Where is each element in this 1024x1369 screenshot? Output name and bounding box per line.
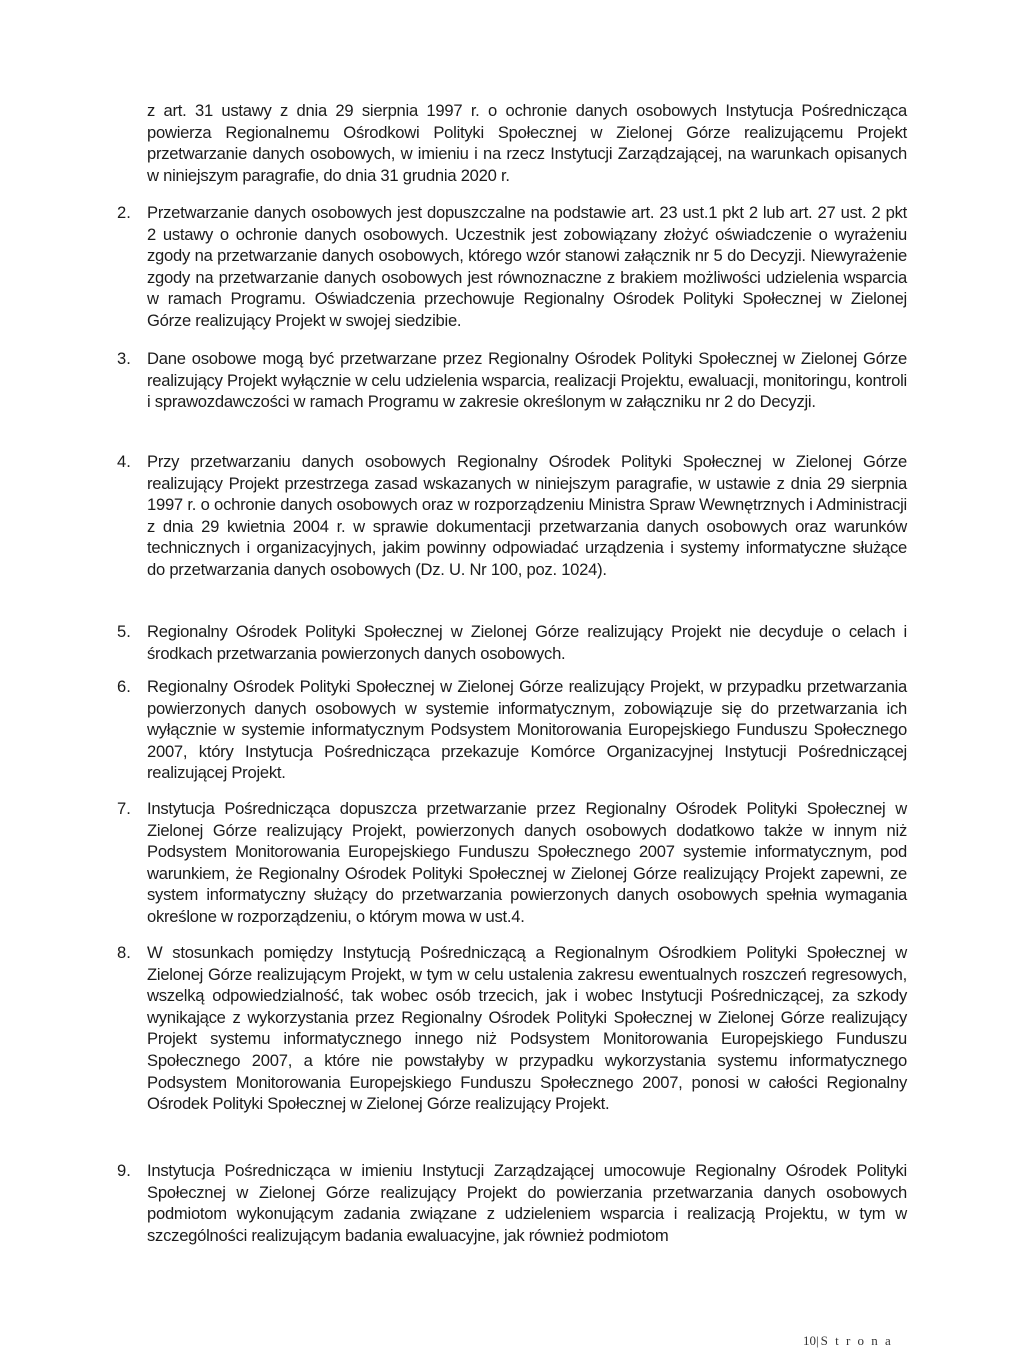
item-number: 9. bbox=[117, 1161, 131, 1180]
item-number: 7. bbox=[117, 799, 131, 818]
page-number: 10 bbox=[803, 1333, 816, 1348]
item-number: 8. bbox=[117, 943, 131, 962]
page-footer bbox=[803, 1333, 893, 1349]
item-number: 4. bbox=[117, 452, 131, 471]
item-text: Regionalny Ośrodek Polityki Społecznej w Zielonej Górze realizujący Projekt nie decyduje o celach i środkach przetwarzania powierzonych danych osobowych. bbox=[147, 622, 907, 663]
item-text: Dane osobowe mogą być przetwarzane przez Regionalny Ośrodek Polityki Społecznej w Zielonej Górze realizujący Projekt wyłącznie w celu udzielenia wsparcia, realizacji Projektu, ewaluacji, monitoringu, kontroli i sprawozdawczości w ramach Programu w zakresie określonym w załączniku nr 2 do Decyzji. bbox=[147, 349, 907, 412]
item-number: 2. bbox=[117, 203, 131, 222]
item-number: 3. bbox=[117, 349, 131, 368]
item-text: Przy przetwarzaniu danych osobowych Regionalny Ośrodek Polityki Społecznej w Zielonej Górze realizujący Projekt przestrzega zasad wskazanych w niniejszym paragrafie, w ustawie z dnia 29 sierpnia 1997 r. o ochronie danych osobowych oraz w rozporządzeniu Ministra Spraw Wewnętrznych i Administracji z dnia 29 kwietnia 2004 r. w sprawie dokumentacji przetwarzania danych osobowych oraz warunków technicznych i organizacyjnych, jakim powinny odpowiadać urządzenia i systemy informatyczne służące do przetwarzania danych osobowych (Dz. U. Nr 100, poz. 1024). bbox=[147, 452, 907, 579]
item-text: Regionalny Ośrodek Polityki Społecznej w Zielonej Górze realizujący Projekt, w przypadku przetwarzania powierzonych danych osobowych w systemie informatycznym, zobowiązuje się do przetwarzania ich wyłącznie w systemie informatycznym Podsystem Monitorowania Europejskiego Funduszu Społecznego 2007, który Instytucja Pośrednicząca przekazuje Komórce Organizacyjnej Instytucji Pośredniczącej realizującej Projekt. bbox=[147, 677, 907, 783]
item-text: Instytucja Pośrednicząca w imieniu Instytucji Zarządzającej umocowuje Regionalny Ośrodek Polityki Społecznej w Zielonej Górze realizujący Projekt do powierzania przetwarzania danych osobowych podmiotom wykonującym zadania związane z udzieleniem wsparcia i realizacją Projektu, w tym w szczególności realizującym badania ewaluacyjne, jak również podmiotom bbox=[147, 1161, 907, 1245]
paragraph-continuation: z art. 31 ustawy z dnia 29 sierpnia 1997 r. o ochronie danych osobowych Instytucja Pośrednicząca powierza Regionalnemu Ośrodkowi Polityki Społecznej w Zielonej Górze realizującemu Projekt przetwarzanie danych osobowych, w imieniu i na rzecz Instytucji Zarządzającej, na warunkach opisanych w niniejszym paragrafie, do dnia 31 grudnia 2020 r. bbox=[147, 101, 907, 185]
footer-separator: | bbox=[816, 1333, 821, 1348]
item-text: Instytucja Pośrednicząca dopuszcza przetwarzanie przez Regionalny Ośrodek Polityki Społecznej w Zielonej Górze realizujący Projekt, powierzonych danych osobowych dodatkowo także w innym niż Podsystem Monitorowania Europejskiego Funduszu Społecznego 2007 systemie informatycznym, pod warunkiem, że Regionalny Ośrodek Polityki Społecznej w Zielonej Górze realizujący Projekt zapewni, ze system informatyczny służący do przetwarzania powierzonych danych osobowych spełnia wymagania określone w rozporządzeniu, o którym mowa w ust.4. bbox=[147, 799, 907, 926]
footer-label: S t r o n a bbox=[820, 1333, 893, 1348]
item-number: 5. bbox=[117, 622, 131, 641]
item-text: W stosunkach pomiędzy Instytucją Pośredniczącą a Regionalnym Ośrodkiem Polityki Społecznej w Zielonej Górze realizującym Projekt, w tym w celu ustalenia zakresu ewentualnych roszczeń regresowych, wszelką odpowiedzialność, tak wobec osób trzecich, jak i wobec Instytucji Pośredniczącej, za szkody wynikające z wykorzystania przez Regionalny Ośrodek Polityki Społecznej w Zielonej Górze realizujący Projekt systemu informatycznego innego niż Podsystem Monitorowania Europejskiego Funduszu Społecznego 2007, a które nie powstałyby w przypadku wykorzystania systemu informatycznego Podsystem Monitorowania Europejskiego Funduszu Społecznego 2007, ponosi w całości Regionalny Ośrodek Polityki Społecznej w Zielonej Górze realizujący Projekt. bbox=[147, 943, 907, 1114]
item-number: 6. bbox=[117, 677, 131, 696]
item-text: Przetwarzanie danych osobowych jest dopuszczalne na podstawie art. 23 ust.1 pkt 2 lub art. 27 ust. 2 pkt 2 ustawy o ochronie danych osobowych. Uczestnik jest zobowiązany złożyć oświadczenie o wyrażeniu zgody na przetwarzanie danych osobowych, którego wzór stanowi załącznik nr 5 do Decyzji. Niewyrażenie zgody na przetwarzanie danych osobowych jest równoznaczne z brakiem możliwości udzielenia wsparcia w ramach Programu. Oświadczenia przechowuje Regionalny Ośrodek Polityki Społecznej w Zielonej Górze realizujący Projekt w swojej siedzibie. bbox=[147, 203, 907, 330]
